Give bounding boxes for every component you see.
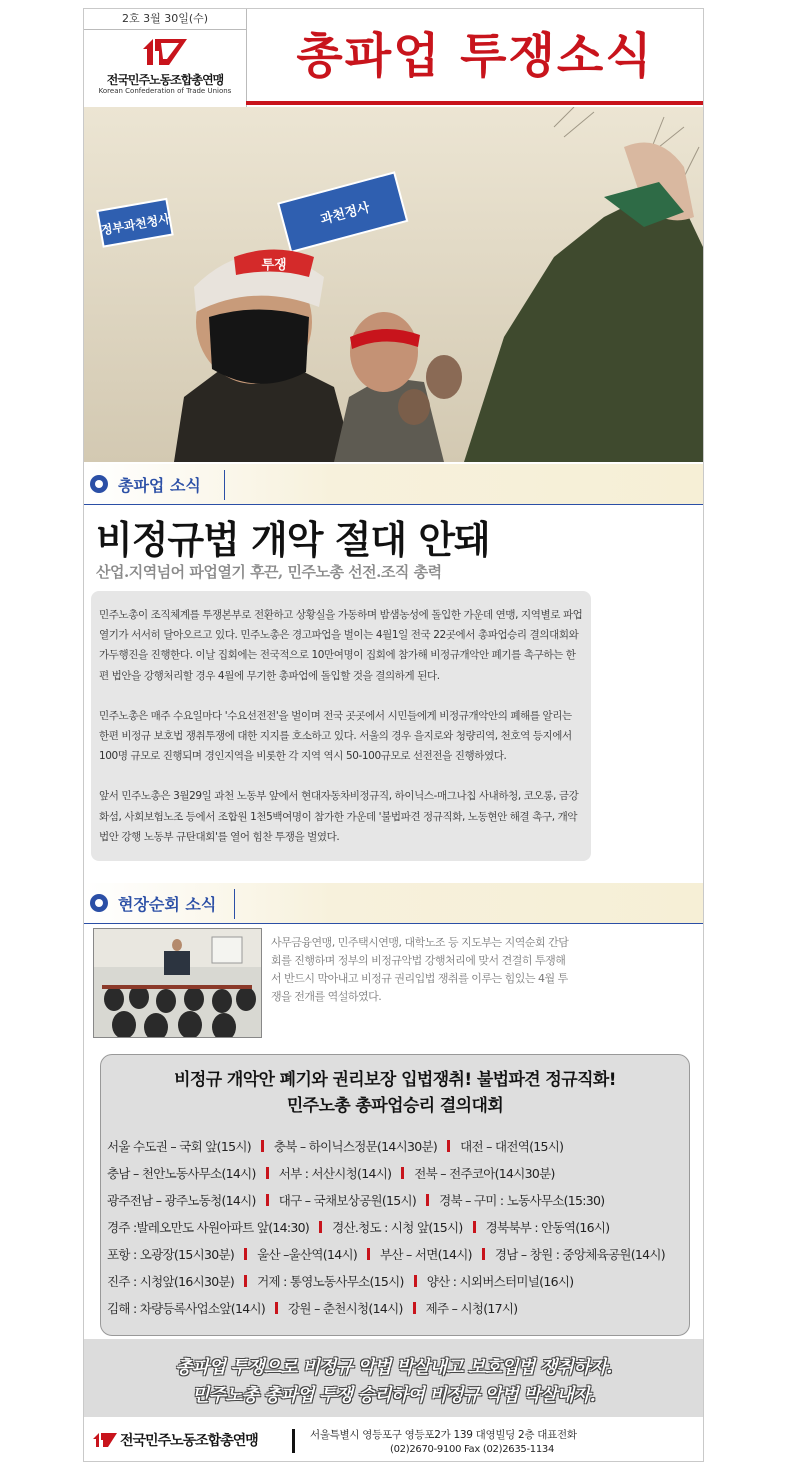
rally-location: 제주 – 시청(17시) xyxy=(425,1301,518,1316)
rally-separator xyxy=(413,1302,416,1314)
footer-address: 서울특별시 영등포구 영등포2가 139 대영빌딩 2층 대표전화 xyxy=(310,1429,577,1441)
rally-row xyxy=(107,1137,563,1155)
rally-title xyxy=(101,1067,689,1119)
rally-location: 전북 – 전주코아(14시30분) xyxy=(414,1166,555,1181)
kctu-logo-icon xyxy=(139,35,189,69)
rally-separator xyxy=(261,1140,264,1152)
rally-location: 경북 – 구미 : 노동사무소(15:30) xyxy=(439,1193,605,1208)
meeting-thumbnail-photo xyxy=(93,928,262,1038)
rally-location: 경북북부 : 안동역(16시) xyxy=(485,1220,610,1235)
section-label: 총파업 소식 xyxy=(118,476,201,495)
rally-row xyxy=(107,1191,604,1209)
rally-separator xyxy=(266,1167,269,1179)
header xyxy=(84,9,703,107)
rally-location: 대전 – 대전역(15시) xyxy=(460,1139,564,1154)
photo-sign-left: 정부과천청사 xyxy=(99,211,171,238)
rally-location: 대구 – 국채보상공원(15시) xyxy=(278,1193,417,1208)
rally-row xyxy=(107,1272,573,1290)
rally-location: 포항 : 오광장(15시30분) xyxy=(107,1247,235,1262)
article-paragraph: 앞서 민주노총은 3월29일 과천 노동부 앞에서 현대자동차비정규직, 하이닉스-매그나칩 사내하청, 코오롱, 금강화섬, 사회보험노조 등에서 조합원 1천5백여명이 참가한 가운데 '불법파견 정규직화, 노동현안 해결 촉구, 개악법안 강행 노동부 규탄대회'를 열어 힘찬 투쟁을 벌였다. xyxy=(99,790,579,843)
footer-divider xyxy=(292,1429,295,1453)
rally-separator xyxy=(414,1275,417,1287)
header-org-block xyxy=(84,9,247,107)
rally-location: 경주 :발레오만도 사원아파트 앞(14:30) xyxy=(107,1220,310,1235)
article-paragraph: 민주노총은 매주 수요일마다 '수요선전전'을 벌이며 전국 곳곳에서 시민들에게 비정규개악안의 폐해를 알리는 한편 비정규 보호법 쟁취투쟁에 대한 지지를 호소하고 있다. 서울의 경우 을지로와 청량리역, 천호역 등지에서 100명 규모로 진행되며 경인지역을 비롯한 각 지역 역시 50-100규모로 선전전을 진행하였다. xyxy=(99,709,572,763)
photo-sign-right: 과천정사 xyxy=(319,200,372,228)
kctu-logo-icon xyxy=(92,1431,118,1449)
rally-row xyxy=(107,1299,517,1317)
meeting-photo-image xyxy=(94,929,261,1037)
rally-separator xyxy=(401,1167,404,1179)
rally-separator xyxy=(266,1194,269,1206)
section-head-field-tour xyxy=(84,883,703,924)
footer xyxy=(84,1417,703,1462)
section-head-strike-news xyxy=(84,464,703,505)
masthead-rule xyxy=(246,101,703,105)
slogan-line2: 민주노총 총파업 투쟁 승리하여 비정규 악법 박살내자. xyxy=(191,1385,596,1406)
rally-separator xyxy=(367,1248,370,1260)
strike-protest-photo xyxy=(84,107,703,462)
protest-photo-image xyxy=(84,107,703,462)
rally-separator xyxy=(482,1248,485,1260)
section-divider xyxy=(234,889,235,919)
masthead-title: 총파업 투쟁소식 xyxy=(296,28,654,84)
newsletter-page xyxy=(83,8,704,1462)
rally-separator xyxy=(426,1194,429,1206)
slogan-banner xyxy=(84,1339,703,1417)
section-divider xyxy=(224,470,225,500)
rally-location: 김해 : 차량등록사업소앞(14시) xyxy=(107,1301,266,1316)
rally-title-line2: 민주노총 총파업승리 결의대회 xyxy=(286,1096,504,1116)
rally-location: 울산 –울산역(14시) xyxy=(257,1247,357,1262)
rally-location: 강원 – 춘천시청(14시) xyxy=(288,1301,403,1316)
section-label: 현장순회 소식 xyxy=(118,895,217,914)
rally-schedule-box xyxy=(100,1054,690,1336)
rally-location: 양산 : 시외버스터미널(16시) xyxy=(426,1274,574,1289)
photo-headband-text: 투쟁 xyxy=(261,258,287,273)
slogan-line1: 총파업 투쟁으로 비정규 악법 박살내고 보호입법 쟁취하자. xyxy=(175,1357,612,1378)
section-bullet-icon xyxy=(90,894,108,912)
org-name-en: Korean Confederation of Trade Unions xyxy=(98,87,232,95)
footer-phone: (02)2670-9100 Fax (02)2635-1134 xyxy=(390,1444,555,1455)
rally-row xyxy=(107,1218,609,1236)
rally-location: 충북 – 하이닉스정문(14시30분) xyxy=(273,1139,438,1154)
rally-location: 경산.청도 : 시청 앞(15시) xyxy=(332,1220,463,1235)
section-bullet-icon xyxy=(90,475,108,493)
rally-location: 서부 : 서산시청(14시) xyxy=(278,1166,392,1181)
rally-location: 광주전남 – 광주노동청(14시) xyxy=(107,1193,256,1208)
article-headline: 비정규법 개악 절대 안돼 xyxy=(96,518,490,562)
rally-row xyxy=(107,1164,555,1182)
rally-separator xyxy=(244,1275,247,1287)
rally-location: 거제 : 통영노동사무소(15시) xyxy=(257,1274,404,1289)
rally-location: 진주 : 시청앞(16시30분) xyxy=(107,1274,235,1289)
rally-location: 충남 – 천안노동사무소(14시) xyxy=(107,1166,256,1181)
rally-location: 부산 – 서면(14시) xyxy=(380,1247,472,1262)
footer-org-name: 전국민주노동조합총연맹 xyxy=(120,1433,258,1449)
article-paragraph: 민주노총이 조직체계를 투쟁본부로 전환하고 상황실을 가동하며 밤샘농성에 돌입한 가운데 연맹, 지역별로 파업열기가 서서히 달아오르고 있다. 민주노총은 경고파업을 벌이는 4월1일 전국 22곳에서 총파업승리 결의대회와 가두행진을 진행한다. 이날 집회에는 전국적으로 10만여명이 집회에 참가해 비정규개악안 폐기를 촉구하는 한편 법안을 강행처리할 경우 4월에 무기한 총파업에 돌입할 것을 결의하게 된다. xyxy=(99,609,583,682)
rally-location: 서울 수도권 – 국회 앞(15시) xyxy=(107,1139,251,1154)
rally-location: 경남 – 창원 : 중앙체육공원(14시) xyxy=(494,1247,665,1262)
rally-title-line1: 비정규 개악안 폐기와 권리보장 입법쟁취! 불법파견 정규직화! xyxy=(174,1070,616,1090)
rally-separator xyxy=(473,1221,476,1233)
rally-row xyxy=(107,1245,665,1263)
rally-separator xyxy=(244,1248,247,1260)
field-tour-summary: 사무금융연맹, 민주택시연맹, 대학노조 등 지도부는 지역순회 간담회를 진행하며 정부의 비정규악법 강행처리에 맞서 견결히 투쟁해서 반드시 막아내고 비정규 권리입법 쟁취를 이루는 힘있는 4월 투쟁을 전개를 역설하였다. xyxy=(271,936,569,1003)
issue-date: 2호 3월 30일(수) xyxy=(84,9,246,30)
rally-separator xyxy=(447,1140,450,1152)
article-body xyxy=(91,591,591,861)
rally-separator xyxy=(275,1302,278,1314)
org-name: 전국민주노동조합총연맹 xyxy=(106,73,224,87)
rally-separator xyxy=(319,1221,322,1233)
article-subhead: 산업.지역넘어 파업열기 후끈, 민주노총 선전.조직 총력 xyxy=(96,563,442,581)
